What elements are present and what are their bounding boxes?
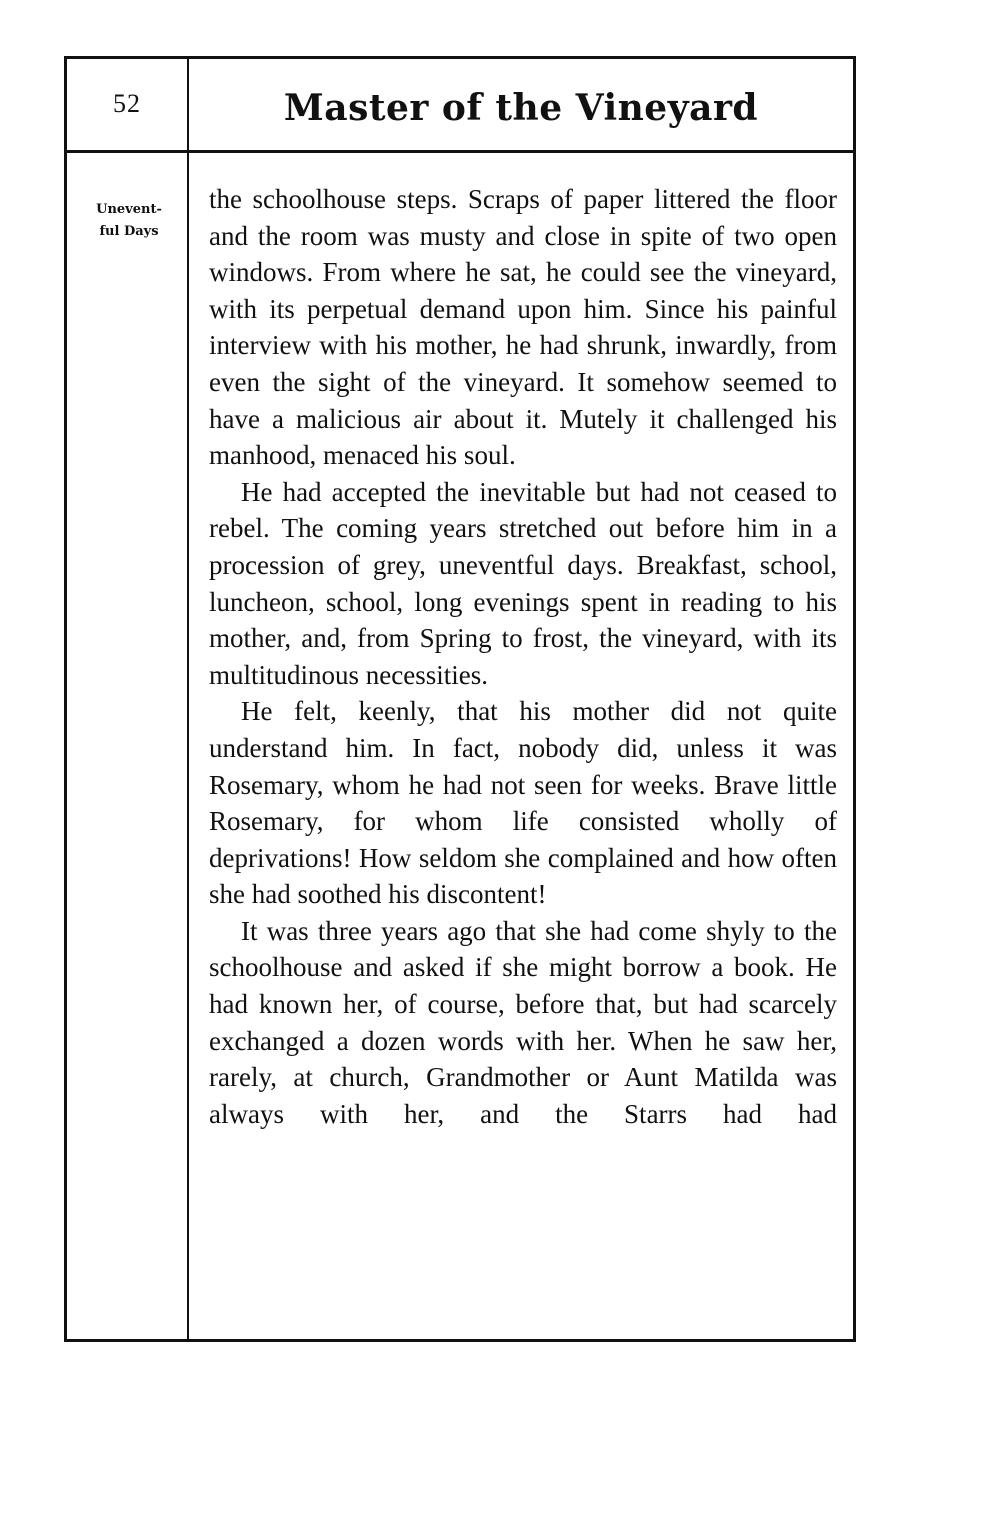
paragraph-3: He felt, keenly, that his mother did not quite understand him. In fact, nobody did, unless it was Rosemary, whom he had not seen for weeks. Brave little Rosemary, for whom life consisted wholly of deprivations! How seldom she complained and how often she had soothed his discontent!	[209, 696, 837, 910]
page-frame	[64, 56, 856, 1342]
page-header	[67, 59, 853, 153]
margin-note	[75, 199, 183, 243]
running-title: Master of the Vineyard	[283, 87, 759, 129]
paragraph-2: He had accepted the inevitable but had not ceased to rebel. The coming years stretched out before him in a procession of grey, uneventful days. Breakfast, school, luncheon, school, long evenings spent in reading to his mother, and, from Spring to frost, the vineyard, with its multitudinous necessities.	[209, 476, 837, 690]
paragraph-1: the schoolhouse steps. Scraps of paper littered the floor and the room was musty and close in spite of two open windows. From where he sat, he could see the vineyard, with its perpetual demand upon him. Since his painful interview with his mother, he had shrunk, inwardly, from even the sight of the vineyard. It somehow seemed to have a malicious air about it. Mutely it challenged his manhood, menaced his soul.	[209, 184, 837, 471]
column-divider	[187, 59, 189, 1339]
page-number: 52	[113, 89, 141, 118]
margin-note-line-2: ful Days	[99, 224, 159, 239]
paragraph-4: It was three years ago that she had come shyly to the schoolhouse and asked if she might borrow a book. He had known her, of course, before that, but had scarcely exchanged a dozen words with her. When he saw her, rarely, at church, Grandmother or Aunt Matilda was always with her, and the Starrs had had	[209, 915, 837, 1129]
margin-note-line-1: Unevent-	[96, 202, 162, 217]
body-text	[209, 181, 837, 1132]
